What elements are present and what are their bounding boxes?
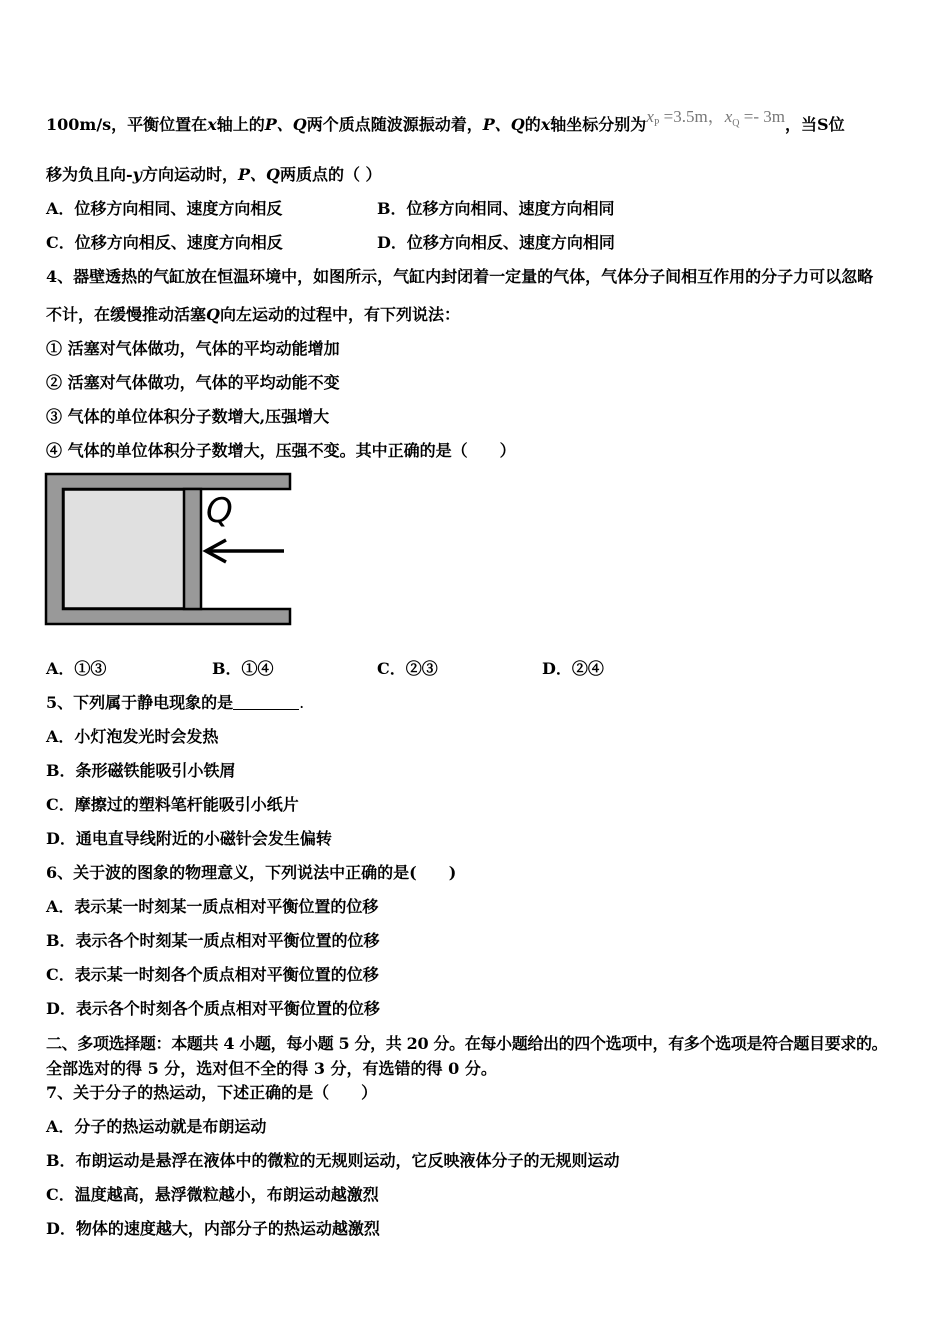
q3-option-b: B．位移方向相同、速度方向相同 (377, 199, 615, 218)
q7-stem: 7、关于分子的热运动，下述正确的是（ ） (46, 1083, 378, 1102)
q6-option-b: B．表示各个时刻某一质点相对平衡位置的位移 (46, 931, 380, 950)
q5-option-d: D．通电直导线附近的小磁针会发生偏转 (46, 829, 332, 848)
q5-stem: 5、下列属于静电现象的是 . (46, 693, 305, 712)
q7-option-d: D．物体的速度越大，内部分子的热运动越激烈 (46, 1219, 380, 1238)
q6-option-d: D．表示各个时刻各个质点相对平衡位置的位移 (46, 999, 380, 1018)
q7-option-c: C．温度越高，悬浮微粒越小，布朗运动越激烈 (46, 1185, 379, 1204)
section2-header-line1: 二、多项选择题：本题共 4 小题，每小题 5 分，共 20 分。在每小题给出的四个选项中，有多个选项是符合题目要求的。 (46, 1034, 888, 1053)
section2-header-line2: 全部选对的得 5 分，选对但不全的得 3 分，有选错的得 0 分。 (46, 1059, 497, 1078)
xp-formula: $x_P =3.5m$，$x_Q =- 3m$ (646, 107, 785, 129)
q6-option-a: A．表示某一时刻某一质点相对平衡位置的位移 (46, 897, 379, 916)
q4-statement-2: ② 活塞对气体做功，气体的平均动能不变 (46, 373, 340, 392)
cylinder-piston-figure (44, 472, 294, 628)
q6-stem: 6、关于波的图象的物理意义，下列说法中正确的是( ) (46, 863, 457, 882)
q4-option-d: D．②④ (542, 659, 604, 678)
q3-stem-line2: 移为负且向-y方向运动时，P、Q两质点的（ ） (46, 165, 382, 184)
q4-statement-4: ④ 气体的单位体积分子数增大，压强不变。其中正确的是（ ） (46, 441, 516, 460)
q7-option-a: A．分子的热运动就是布朗运动 (46, 1117, 267, 1136)
q5-option-a: A．小灯泡发光时会发热 (46, 727, 219, 746)
q4-option-c: C．②③ (377, 659, 438, 678)
q4-option-a: A．①③ (46, 659, 107, 678)
q7-option-b: B．布朗运动是悬浮在液体中的微粒的无规则运动，它反映液体分子的无规则运动 (46, 1151, 620, 1170)
q5-option-c: C．摩擦过的塑料笔杆能吸引小纸片 (46, 795, 299, 814)
q3-option-c: C．位移方向相反、速度方向相反 (46, 233, 283, 252)
q4-stem-line2: 不计，在缓慢推动活塞Q向左运动的过程中，有下列说法： (46, 305, 460, 324)
answer-blank (233, 695, 299, 710)
piston (184, 489, 201, 609)
q4-stem-line1: 4、器壁透热的气缸放在恒温环境中，如图所示，气缸内封闭着一定量的气体，气体分子间相互作用的分子力可以忽略 (46, 267, 874, 286)
q3-option-a: A．位移方向相同、速度方向相反 (46, 199, 283, 218)
q3-option-d: D．位移方向相反、速度方向相同 (377, 233, 615, 252)
q6-option-c: C．表示某一时刻各个质点相对平衡位置的位移 (46, 965, 379, 984)
q4-option-b: B．①④ (212, 659, 274, 678)
piston-label: Q (206, 491, 233, 531)
q5-option-b: B．条形磁铁能吸引小铁屑 (46, 761, 236, 780)
q4-statement-1: ① 活塞对气体做功，气体的平均动能增加 (46, 339, 340, 358)
gas-region (64, 490, 184, 608)
q3-stem-line1: 100m/s，平衡位置在x轴上的P、Q两个质点随波源振动着，P、Q的x轴坐标分别为$x_P =3.5m$，$x_Q =- 3m$，当S位 (46, 107, 845, 134)
q4-statement-3: ③ 气体的单位体积分子数增大,压强增大 (46, 407, 330, 426)
